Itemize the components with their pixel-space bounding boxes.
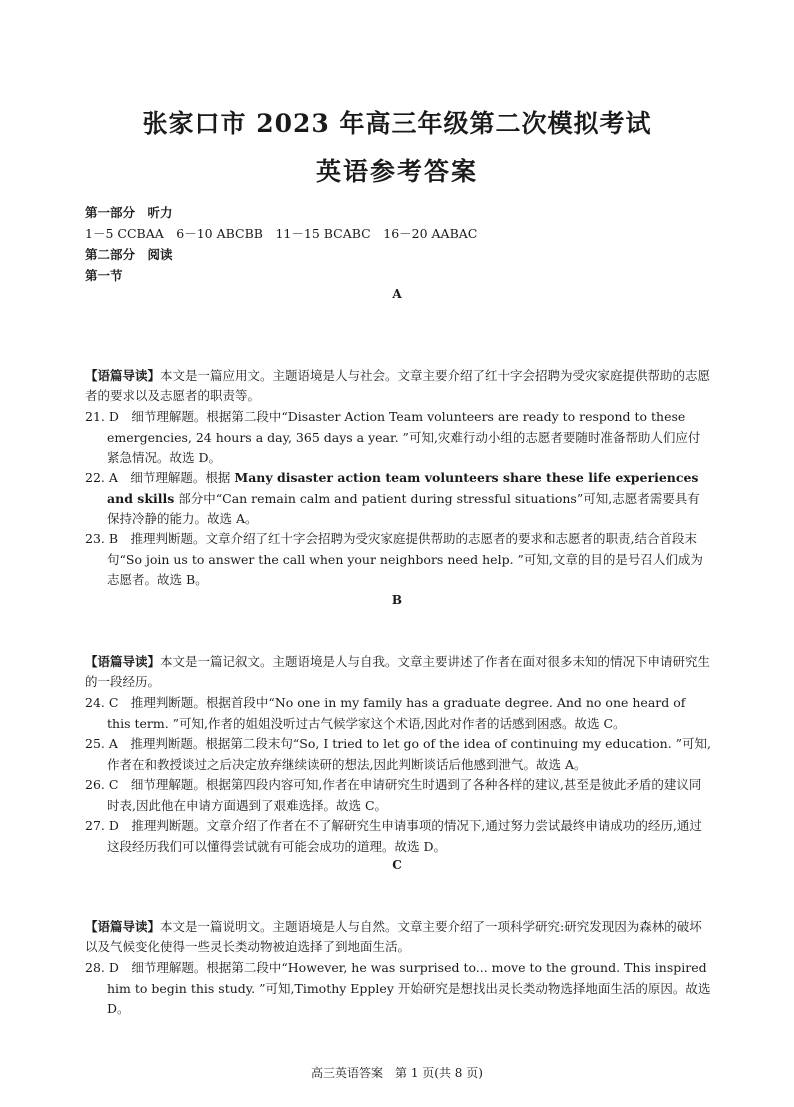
part2-heading: 第二部分 阅读 (85, 247, 173, 262)
page-title: 张家口市 2023 年高三年级第二次模拟考试 (142, 109, 652, 138)
answer-text: 推理判断题。根据第二段末句“So, I tried to let go of the idea of continuing my education. ”可知,作者在和教授谈过之后决定放弃继续读研的想法,因此判断谈话后他感到泄气。故选 A。 (107, 736, 711, 772)
answer-item (85, 693, 711, 734)
section-c-intro (85, 917, 711, 957)
intro-tag: 【语篇导读】 (85, 919, 161, 934)
answer-text-cont: 部分中“Can remain calm and patient during stressful situations”可知,志愿者需要具有保持冷静的能力。故选 A。 (107, 490, 700, 526)
section-b-intro (85, 652, 711, 692)
section-label-b: B (391, 593, 403, 607)
section-a-intro (85, 366, 711, 406)
intro-tag: 【语篇导读】 (85, 368, 161, 383)
answer-text: 推理判断题。根据首段中“No one in my family has a graduate degree. And no one heard of this term. ”可知,作者的姐姐没听过古气候学家这个术语,因此对作者的话感到困惑。故选 C。 (107, 695, 686, 731)
answer-item (85, 775, 711, 816)
answer-number: 28. D (85, 960, 119, 975)
answer-number: 22. A (85, 470, 118, 485)
answer-item (85, 529, 711, 591)
part2-section: 第一节 (85, 268, 123, 283)
answer-number: 23. B (85, 531, 119, 546)
answer-item (85, 816, 711, 857)
section-label-a: A (392, 287, 402, 301)
answer-item (85, 734, 711, 775)
intro-text: 本文是一篇说明文。主题语境是人与自然。文章主要介绍了一项科学研究:研究发现因为森林的破坏以及气候变化使得一些灵长类动物被迫选择了到地面生活。 (85, 919, 702, 954)
answer-number: 27. D (85, 818, 119, 833)
answer-item (85, 468, 711, 530)
page-footer: 高三英语答案 第 1 页(共 8 页) (311, 1066, 483, 1080)
answer-bold-heading: Many disaster action team volunteers share these life experiences and skills (107, 470, 699, 506)
intro-text: 本文是一篇记叙文。主题语境是人与自我。文章主要讲述了作者在面对很多未知的情况下申请研究生的一段经历。 (85, 654, 711, 689)
section-label-c: C (392, 858, 402, 872)
answer-number: 24. C (85, 695, 119, 710)
intro-text: 本文是一篇应用文。主题语境是人与社会。文章主要介绍了红十字会招聘为受灾家庭提供帮助的志愿者的要求以及志愿者的职责等。 (85, 368, 711, 403)
answer-text: 推理判断题。文章介绍了红十字会招聘为受灾家庭提供帮助的志愿者的要求和志愿者的职责,结合首段末句“So join us to answer the call when your neighbors need help. ”可知,文章的目的是号召人们成为志愿者。故选 B。 (107, 531, 703, 587)
part1-answers: 1－5 CCBAA 6－10 ABCBB 11－15 BCABC 16－20 AABAC (85, 226, 478, 241)
page-subtitle: 英语参考答案 (315, 157, 478, 186)
answer-number: 25. A (85, 736, 118, 751)
answer-number: 26. C (85, 777, 119, 792)
part1-heading: 第一部分 听力 (85, 205, 173, 220)
answer-text: 细节理解题。根据第二段中“However, he was surprised to... move to the ground. This inspired him to begin this study. ”可知,Timothy Eppley 开始研究是想找出灵长类动物选择地面生活的原因。故选 D。 (107, 960, 711, 1016)
answer-text: 推理判断题。文章介绍了作者在不了解研究生申请事项的情况下,通过努力尝试最终申请成功的经历,通过这段经历我们可以懂得尝试就有可能会成功的道理。故选 D。 (107, 818, 702, 854)
answer-item (85, 958, 711, 1020)
answer-number: 21. D (85, 409, 119, 424)
answer-text: 细节理解题。根据第二段中“Disaster Action Team volunteers are ready to respond to these emergencies, 24 hours a day, 365 days a year. ”可知,灾难行动小组的志愿者要随时准备帮助人们应付紧急情况。故选 D。 (107, 409, 701, 465)
answer-text: 细节理解题。根据第四段内容可知,作者在申请研究生时遇到了各种各样的建议,甚至是彼此矛盾的建议同时表,因此他在申请方面遇到了艰难选择。故选 C。 (107, 777, 702, 813)
answer-item (85, 407, 711, 469)
intro-tag: 【语篇导读】 (85, 654, 161, 669)
answer-text: 细节理解题。根据 (117, 470, 235, 485)
